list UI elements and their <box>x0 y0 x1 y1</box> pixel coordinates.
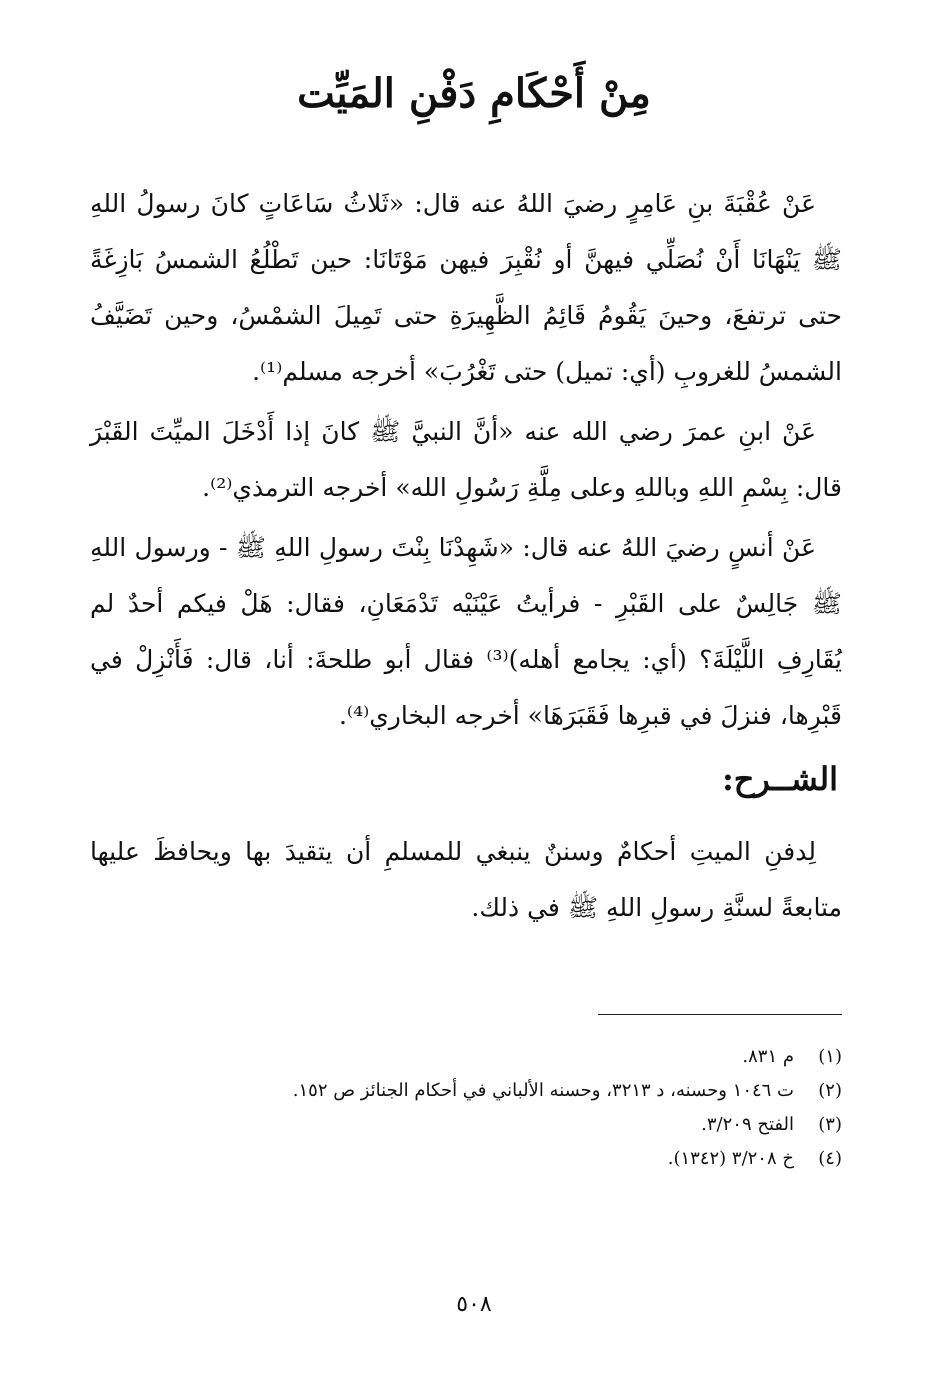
footnote-number: (٢) <box>818 1080 842 1101</box>
footnote-item <box>82 1108 842 1142</box>
footnote-number: (٣) <box>818 1114 842 1135</box>
hadith-paragraph-ibn-umar: عَنْ ابنِ عمرَ رضي الله عنه «أنَّ النبيَّ ﷺ كانَ إذا أَدْخَلَ الميِّتَ القَبْرَ قال: بِسْمِ اللهِ وباللهِ وعلى مِلَّةِ رَسُولِ الله» أخرجه الترمذي⁽²⁾. <box>90 417 842 502</box>
hadith-paragraph-anas: عَنْ أنسٍ رضيَ اللهُ عنه قال: «شَهِدْنَا بِنْتَ رسولِ اللهِ ﷺ - ورسول اللهِ ﷺ جَالِسٌ على القَبْرِ - فرأيتُ عَيْنَيْه تَدْمَعَانِ، فقال: هَلْ فيكم أحدٌ لم يُقَارِفِ اللَّيْلَةَ؟ (أي: يجامع أهله)⁽³⁾ فقال أبو طلحةَ: أنا، قال: فَأَنْزِلْ في قَبْرِها، فنزلَ في قبرِها فَقَبَرَهَا» أخرجه البخاري⁽⁴⁾. <box>90 533 842 730</box>
footnote-text: خ ٣/٢٠٨ (١٣٤٢). <box>667 1148 794 1169</box>
footnote-item <box>82 1142 842 1176</box>
footnote-text: ت ١٠٤٦ وحسنه، د ٣٢١٣، وحسنه الألباني في أحكام الجنائز ص ١٥٢. <box>292 1080 794 1101</box>
footnotes <box>82 1040 842 1176</box>
explanation-paragraph: لِدفنِ الميتِ أحكامٌ وسننٌ ينبغي للمسلمِ أن يتقيدَ بها ويحافظَ عليها متابعةً لسنَّةِ رسولِ اللهِ ﷺ في ذلك. <box>90 837 842 922</box>
footnote-item <box>82 1074 842 1108</box>
section-heading-sharh: الشــرح: <box>721 760 838 798</box>
footnote-divider <box>598 1014 842 1015</box>
hadith-paragraph-uqbah: عَنْ عُقْبَةَ بنِ عَامِرٍ رضيَ اللهُ عنه قال: «ثَلاثُ سَاعَاتٍ كانَ رسولُ اللهِ ﷺ يَنْهَانَا أَنْ نُصَلِّي فيهنَّ أو نُقْبِرَ فيهن مَوْتَانَا: حين تَطْلُعُ الشمسُ بَازِغَةً حتى ترتفعَ، وحينَ يَقُومُ قَائِمُ الظَّهِيرَةِ حتى تَمِيلَ الشمْسُ، وحين تَضَيَّفُ الشمسُ للغروبِ (أي: تميل) حتى تَغْرُبَ» أخرجه مسلم⁽¹⁾. <box>90 189 842 386</box>
footnote-number: (١) <box>818 1046 842 1067</box>
page-number: ٥٠٨ <box>456 1292 492 1317</box>
page-title: مِنْ أَحْكَامِ دَفْنِ المَيِّت <box>297 70 651 117</box>
footnote-number: (٤) <box>818 1148 842 1169</box>
footnote-text: الفتح ٣/٢٠٩. <box>701 1114 794 1135</box>
footnote-text: م ٨٣١. <box>742 1046 794 1067</box>
footnote-item <box>82 1040 842 1074</box>
